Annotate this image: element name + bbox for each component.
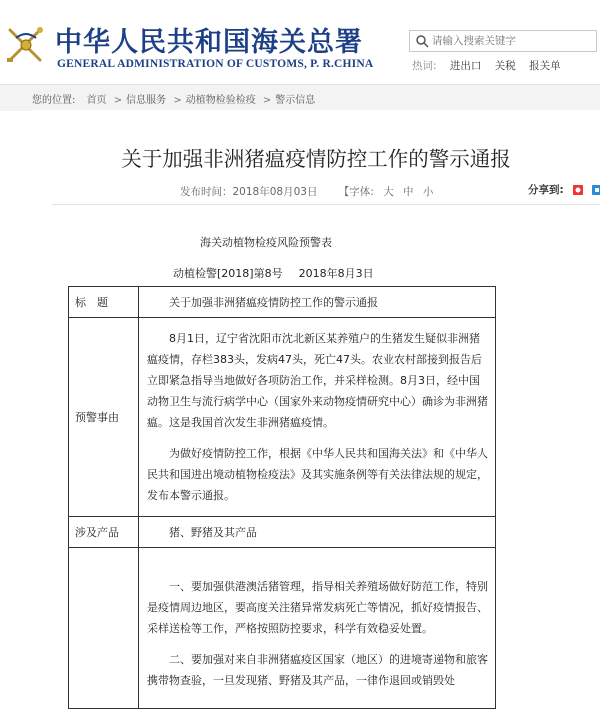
article-title: 关于加强非洲猪瘟疫情防控工作的警示通报 xyxy=(121,147,511,171)
share-bar xyxy=(528,182,600,197)
breadcrumb-link-home[interactable]: 首页 xyxy=(86,95,107,106)
breadcrumb-separator: > xyxy=(173,95,182,106)
row-content xyxy=(139,548,496,709)
row-content xyxy=(139,318,496,517)
breadcrumb-separator: > xyxy=(262,95,272,106)
doc-date: 2018年8月3日 xyxy=(298,267,374,280)
row-content xyxy=(139,287,496,318)
customs-emblem-icon[interactable] xyxy=(4,22,48,66)
font-size-small[interactable]: 小 xyxy=(422,186,434,198)
breadcrumb-link-info[interactable]: 信息服务 xyxy=(126,95,167,106)
breadcrumb-link-warning[interactable]: 警示信息 xyxy=(275,95,316,106)
row-paragraph: 为做好疫情防控工作，根据《中华人民共和国海关法》和《中华人民共和国进出境动植物检疫法》及其实施条例等有关法律法规的规定，发布本警示通报。 xyxy=(147,447,488,502)
hot-word-link[interactable]: 进出口 xyxy=(449,60,482,72)
table-row xyxy=(69,548,496,709)
search-input[interactable] xyxy=(432,33,592,49)
article-content xyxy=(32,110,600,691)
breadcrumb-prefix: 您的位置: xyxy=(32,95,76,106)
row-label: 涉及产品 xyxy=(69,517,139,548)
doc-number: 动植检警[2018]第8号 xyxy=(173,267,283,280)
divider xyxy=(52,204,600,205)
share-label: 分享到: xyxy=(528,184,564,196)
table-row xyxy=(69,517,496,548)
row-paragraph: 关于加强非洲猪瘟疫情防控工作的警示通报 xyxy=(169,295,378,309)
doc-org: 海关动植物检疫风险预警表 xyxy=(200,236,332,249)
row-label: 预警事由 xyxy=(69,318,139,517)
font-size-medium[interactable]: 中 xyxy=(403,186,414,198)
hot-word-link[interactable]: 报关单 xyxy=(529,60,561,72)
row-paragraph: 猪、野猪及其产品 xyxy=(169,525,257,539)
search-icon[interactable] xyxy=(415,34,429,48)
breadcrumb xyxy=(32,91,315,106)
site-title-en: GENERAL ADMINISTRATION OF CUSTOMS, P. R.CHINA xyxy=(57,58,374,70)
row-content xyxy=(139,517,496,548)
font-size-label: 【字体: xyxy=(338,186,374,198)
weibo-share-icon[interactable] xyxy=(573,185,583,195)
article-meta xyxy=(180,184,433,199)
row-paragraph: 一、要加强供港澳活猪管理，指导相关养殖场做好防范工作，特别是疫情周边地区，要高度关注猪异常发病死亡等情况，抓好疫情报告、采样送检等工作，严格按照防控要求，科学有效稳妥处置。 xyxy=(147,579,488,635)
hot-word-link[interactable]: 关税 xyxy=(494,60,516,72)
breadcrumb-link-quarantine[interactable]: 动植物检验检疫 xyxy=(185,95,256,106)
warning-table xyxy=(68,286,496,709)
publish-date: 发布时间：2018年08月03日 xyxy=(180,186,318,198)
hot-words-label: 热词: xyxy=(412,60,437,72)
doc-number-line xyxy=(173,265,374,281)
site-header xyxy=(0,0,600,80)
hot-words xyxy=(412,58,571,73)
font-size-large[interactable]: 大 xyxy=(383,186,394,198)
row-paragraph: 二、要加强对来自非洲猪瘟疫区国家（地区）的进境寄递物和旅客携带物查验，一旦发现猪、野猪及其产品，一律作退回或销毁处 xyxy=(147,652,488,687)
table-row xyxy=(69,318,496,517)
row-paragraph: 8月1日，辽宁省沈阳市沈北新区某养殖户的生猪发生疑似非洲猪瘟疫情，存栏383头，发病47头，死亡47头。农业农村部接到报告后立即紧急指导当地做好各项防治工作，并采样检测。8月3日，经中国动物卫生与流行病学中心（国家外来动物疫情研究中心）确诊为非洲猪瘟。这是我国首次发生非洲猪瘟疫情。 xyxy=(147,332,488,429)
breadcrumb-bar xyxy=(0,84,600,111)
qzone-share-icon[interactable] xyxy=(592,185,600,195)
row-label xyxy=(69,548,139,709)
row-label: 标 题 xyxy=(69,287,139,318)
site-title-cn[interactable]: 中华人民共和国海关总署 xyxy=(55,27,363,58)
search-box xyxy=(409,30,597,52)
table-row xyxy=(69,287,496,318)
breadcrumb-separator: > xyxy=(113,95,123,106)
